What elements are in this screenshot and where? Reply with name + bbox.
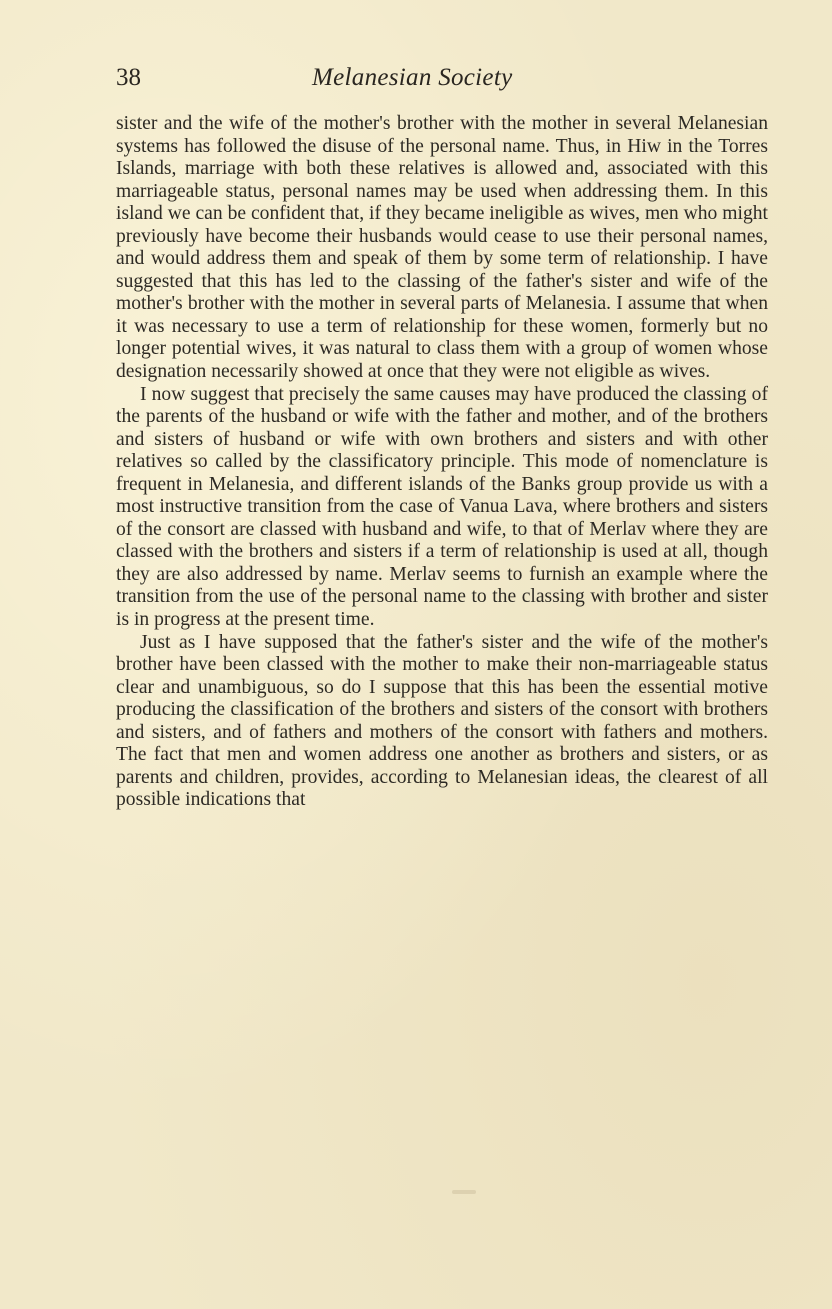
- body-text: [116, 113, 768, 812]
- page-number: 38: [116, 64, 141, 91]
- paragraph-continued: sister and the wife of the mother's brother with the mother in several Melanesian systems has followed the disuse of the personal name. Thus, in Hiw in the Torres Islands, marriage with both these relatives is allowed and, associated with this marriageable status, personal names may be used when addressing them. In this island we can be confident that, if they became ineligible as wives, men who might previously have become their husbands would cease to use their personal names, and would address them and speak of them by some term of relationship. I have suggested that this has led to the classing of the father's sister and wife of the mother's brother with the mother in several parts of Melanesia. I assume that when it was necessary to use a term of relationship for these women, formerly but no longer potential wives, it was natural to class them with a group of women whose designation necessarily showed at once that they were not eligible as wives.: [116, 113, 768, 383]
- page-header: [116, 62, 766, 98]
- paragraph: I now suggest that precisely the same causes may have produced the classing of the parents of the husband or wife with the father and mother, and of the brothers and sisters of husband or wife with own brothers and sisters and with other relatives so called by the classificatory principle. This mode of nomenclature is frequent in Melanesia, and different islands of the Banks group provide us with a most instructive transition from the case of Vanua Lava, where brothers and sisters of the consort are classed with husband and wife, to that of Merlav where they are classed with the brothers and sisters if a term of relationship is used at all, though they are also addressed by name. Merlav seems to furnish an example where the transition from the use of the personal name to the classing with brother and sister is in progress at the present time.: [116, 383, 768, 631]
- running-title: Melanesian Society: [312, 64, 513, 91]
- paper-smudge: [452, 1190, 476, 1194]
- paragraph: Just as I have supposed that the father's sister and the wife of the mother's brother have been classed with the mother to make their non-marriageable status clear and unambiguous, so do I suppose that this has been the essential motive producing the classification of the brothers and sisters of the consort with brothers and sisters, and of fathers and mothers of the consort with fathers and mothers. The fact that men and women address one another as brothers and sisters, or as parents and children, provides, according to Melanesian ideas, the clearest of all possible indications that: [116, 631, 768, 811]
